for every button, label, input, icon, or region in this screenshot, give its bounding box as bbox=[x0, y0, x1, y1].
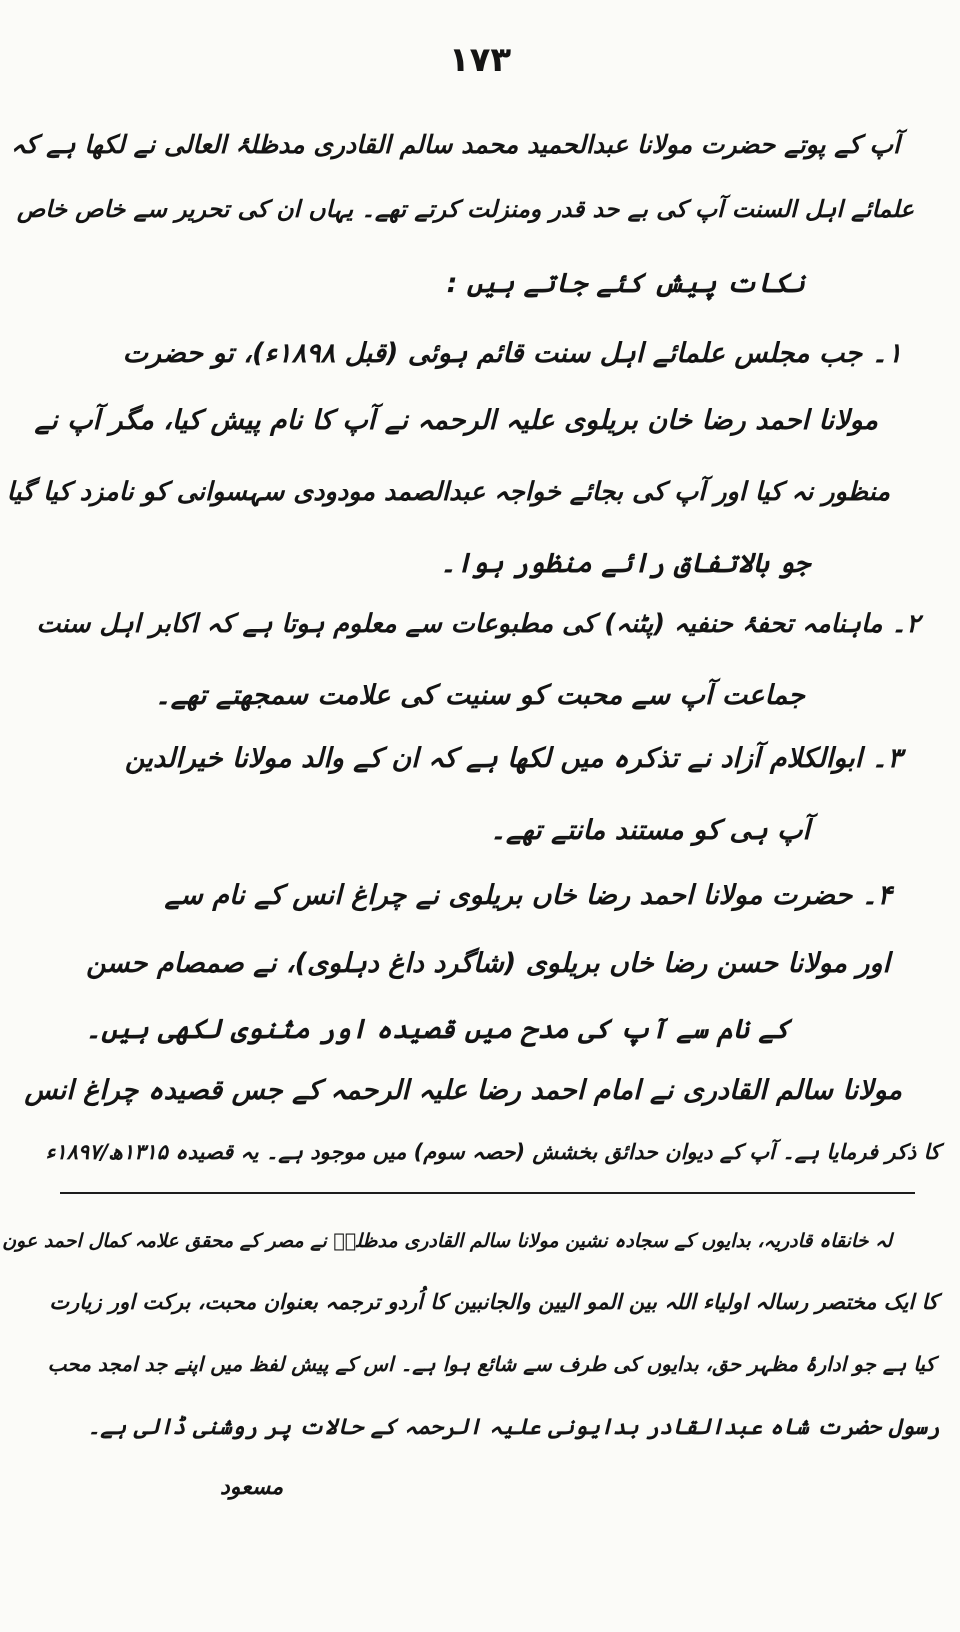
body-line-13: اور مولانا حسن رضا خاں بریلوی (شاگرد داغ دہلوی)، نے صمصام حسن bbox=[86, 948, 890, 979]
footnote-line-2: کا ایک مختصر رسالہ اولیاء اللہ بین المو الیین والجانبین کا اُردو ترجمہ بعنوان محبت، برکت اور زیارت bbox=[49, 1290, 938, 1314]
body-line-1: آپ کے پوتے حضرت مولانا عبدالحمید محمد سالم القادری مدظلۂ العالی نے لکھا ہے کہ bbox=[11, 130, 900, 159]
body-line-16: کا ذکر فرمایا ہے۔ آپ کے دیوان حدائق بخشش (حصہ سوم) میں موجود ہے۔ یہ قصیدہ ۱۳۱۵ھ/۱۸۹۷ء bbox=[45, 1140, 940, 1164]
footnote-line-4: رسول حضرت شاہ عبدالقادر بدایونی علیہ الرحمہ کے حالات پر روشنی ڈالی ہے۔ bbox=[87, 1415, 940, 1440]
body-line-3: نکات پیش کئے جاتے ہیں : bbox=[446, 268, 805, 299]
body-line-5: مولانا احمد رضا خان بریلوی علیہ الرحمہ نے آپ کا نام پیش کیا، مگر آپ نے bbox=[34, 405, 878, 436]
body-line-11: آپ ہی کو مستند مانتے تھے۔ bbox=[490, 815, 810, 846]
body-line-7: جو بالاتفاق رائے منظور ہوا۔ bbox=[440, 548, 810, 579]
body-line-2: علمائے اہل السنت آپ کی بے حد قدر ومنزلت کرتے تھے۔ یہاں ان کی تحریر سے خاص خاص bbox=[16, 195, 914, 223]
body-line-15: مولانا سالم القادری نے امام احمد رضا علیہ الرحمہ کے جس قصیدہ چراغ انس bbox=[24, 1075, 902, 1106]
body-line-14: کے نام سے آپ کی مدح میں قصیدہ اور مثنوی لکھی ہیں۔ bbox=[85, 1014, 790, 1045]
footnote-divider bbox=[60, 1192, 915, 1194]
page-number: ۱۷۳ bbox=[448, 40, 512, 80]
body-line-10: ۳۔ ابوالکلام آزاد نے تذکرہ میں لکھا ہے کہ ان کے والد مولانا خیرالدین bbox=[124, 743, 902, 774]
body-line-4: ۱۔ جب مجلس علمائے اہل سنت قائم ہوئی (قبل ۱۸۹۸ء)، تو حضرت bbox=[122, 338, 902, 369]
body-line-9: جماعت آپ سے محبت کو سنیت کی علامت سمجھتے تھے۔ bbox=[154, 680, 805, 711]
body-line-12: ۴۔ حضرت مولانا احمد رضا خاں بریلوی نے چراغ انس کے نام سے bbox=[164, 880, 892, 911]
body-line-6: منظور نہ کیا اور آپ کی بجائے خواجہ عبدالصمد مودودی سہسوانی کو نامزد کیا گیا bbox=[6, 477, 890, 507]
footnote-line-1: لہ خانقاہ قادریہ، بدایوں کے سجادہ نشین مولانا سالم القادری مدظلہٗ نے مصر کے محقق علامہ کمال احمد عون bbox=[2, 1230, 892, 1252]
footnote-line-3: کیا ہے جو ادارۂ مظہر حق، بدایوں کی طرف سے شائع ہوا ہے۔ اس کے پیش لفظ میں اپنے جد امجد محب bbox=[47, 1352, 935, 1376]
body-line-8: ۲۔ ماہنامہ تحفۂ حنفیہ (پٹنہ) کی مطبوعات سے معلوم ہوتا ہے کہ اکابر اہل سنت bbox=[36, 609, 920, 639]
signature: مسعود bbox=[220, 1475, 284, 1500]
